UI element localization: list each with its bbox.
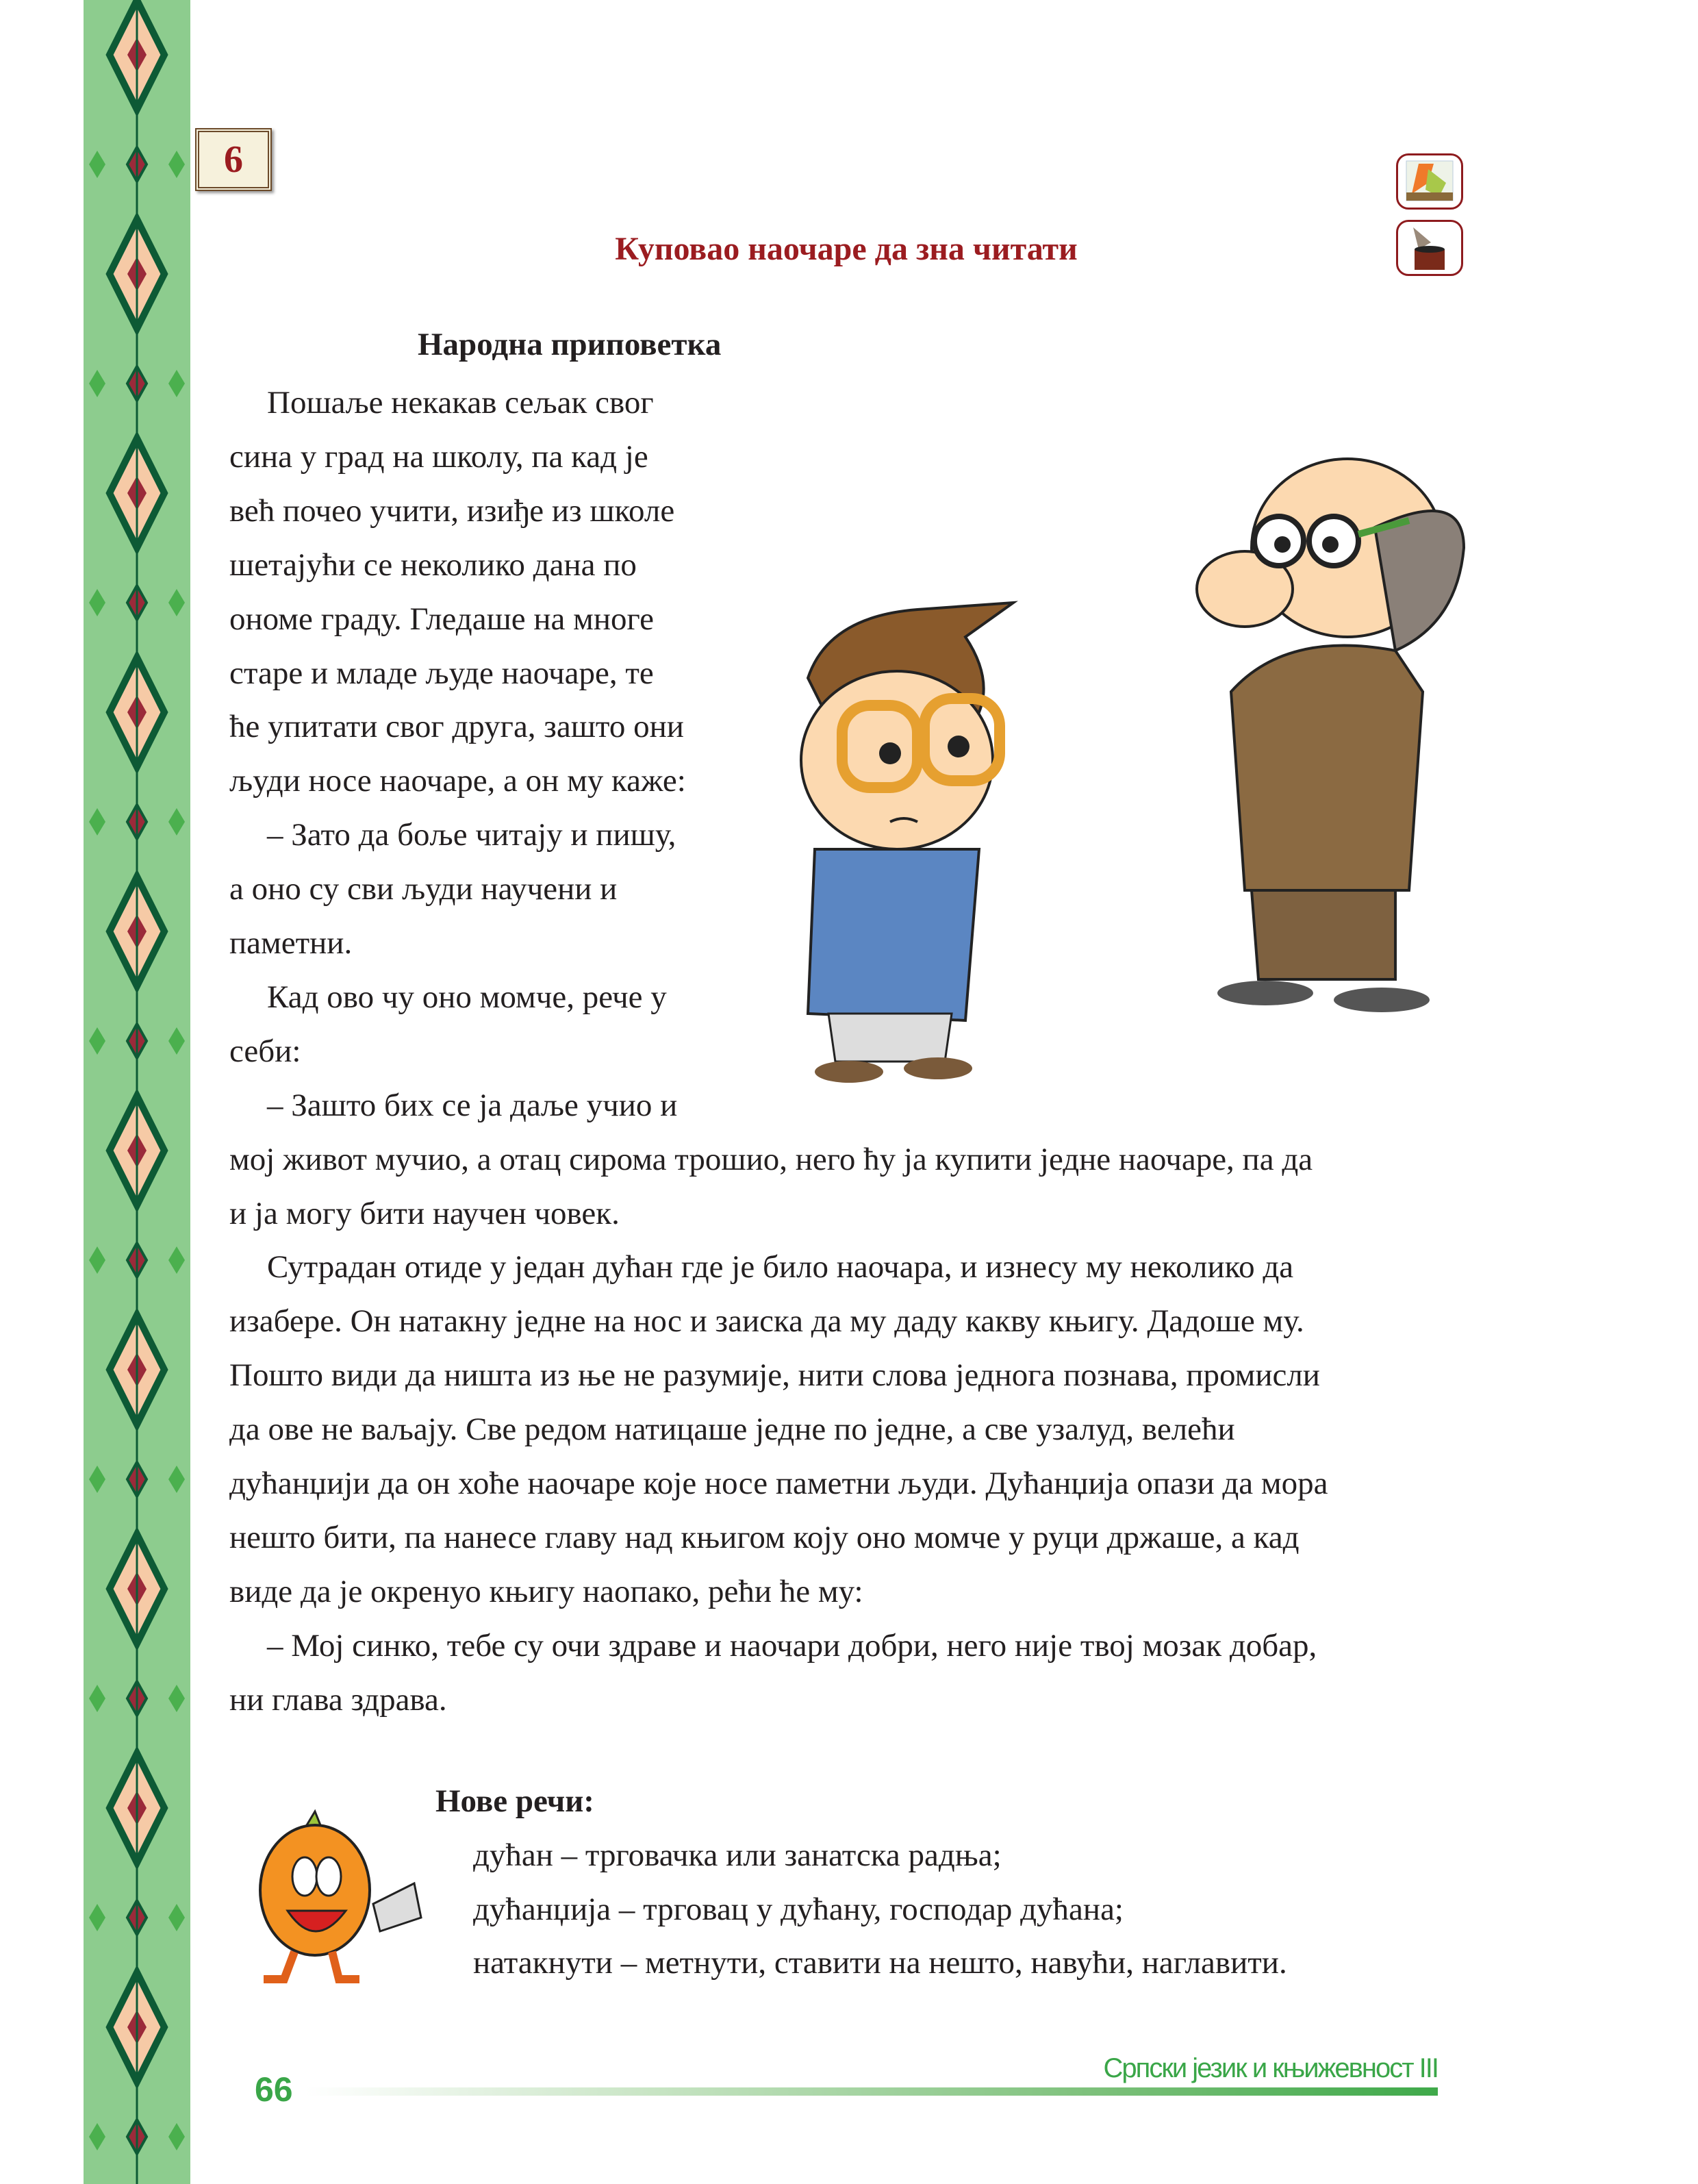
story-line: Пошаље некакав сељак свог [267,385,654,421]
story-line: а оно су сви људи научени и [229,871,618,907]
story-line: Кад ово чу оно момче, рече у [267,979,667,1015]
new-words-heading: Нове речи: [435,1783,594,1819]
story-line: себи: [229,1033,301,1069]
story-line: нешто бити, па нанесе главу над књигом коју оно момче у руци држаше, а кад [229,1519,1300,1555]
new-word-definition: дућан – трговачка или занатска радња; [473,1837,1002,1873]
story-line: – Зато да боље читају и пишу, [267,817,676,853]
story-line: Пошто види да ништа из ње не разумије, нити слова једнога познава, промисли [229,1357,1320,1394]
story-line: мој живот мучио, а отац сирома трошио, него ћу ја купити једне наочаре, па да [229,1141,1313,1177]
picture-button[interactable] [1396,153,1463,210]
story-line: људи носе наочаре, а он му каже: [229,763,686,799]
story-line: ни глава здрава. [229,1681,447,1718]
picture-icon [1398,155,1461,208]
story-line: Сутрадан отиде у један дућан где је било наочара, и изнесу му неколико да [267,1249,1294,1285]
page-number: 66 [255,2070,293,2109]
story-line: шетајући се неколико дана по [229,547,637,583]
story-line: виде да је окренуо књигу наопако, рећи ће му: [229,1573,863,1609]
chapter-badge [195,128,272,191]
pumpkin-mascot-illustration [229,1808,435,1986]
story-line: паметни. [229,925,353,961]
boy-illustration [753,596,1027,1096]
audio-button[interactable] [1396,220,1463,276]
footer-divider [306,2087,1438,2096]
story-line: ономе граду. Гледаше на многе [229,601,655,637]
story-line: дућанџији да он хоће наочаре које носе паметни људи. Дућанџија опази да мора [229,1466,1328,1501]
story-line: већ почео учити, изиђе из школе [229,492,675,529]
folk-pattern-icon [84,0,190,2184]
story-line: – Мој синко, тебе су очи здраве и наочари добри, него није твој мозак добар, [267,1627,1317,1664]
decorative-border [84,0,190,2184]
old-man-illustration [1190,445,1471,1020]
chapter-number: 6 [224,138,243,181]
new-word-definition: натакнути – метнути, ставити на нешто, навући, наглавити. [473,1945,1287,1981]
story-line: ће упитати свог друга, зашто они [229,709,684,745]
story-line: сина у град на школу, па кад је [229,438,648,475]
book-title: Српски језик и књижевност III [1103,2053,1438,2083]
story-line: да ове не ваљају. Све редом натицаше једне по једне, а све узалуд, велећи [229,1411,1235,1448]
gramophone-icon [1398,222,1461,274]
new-word-definition: дућанџија – трговац у дућану, господар дућана; [473,1892,1124,1927]
subtitle: Народна приповетка [418,327,722,362]
page-title: Куповао наочаре да зна читати [615,231,1078,267]
story-line: старе и младе људе наочаре, те [229,655,654,691]
story-line: – Зашто бих се ја даље учио и [267,1087,678,1123]
story-line: изабере. Он натакну једне на нос и заиска да му даду какву књигу. Дадоше му. [229,1303,1304,1340]
story-line: и ја могу бити научен човек. [229,1195,620,1231]
